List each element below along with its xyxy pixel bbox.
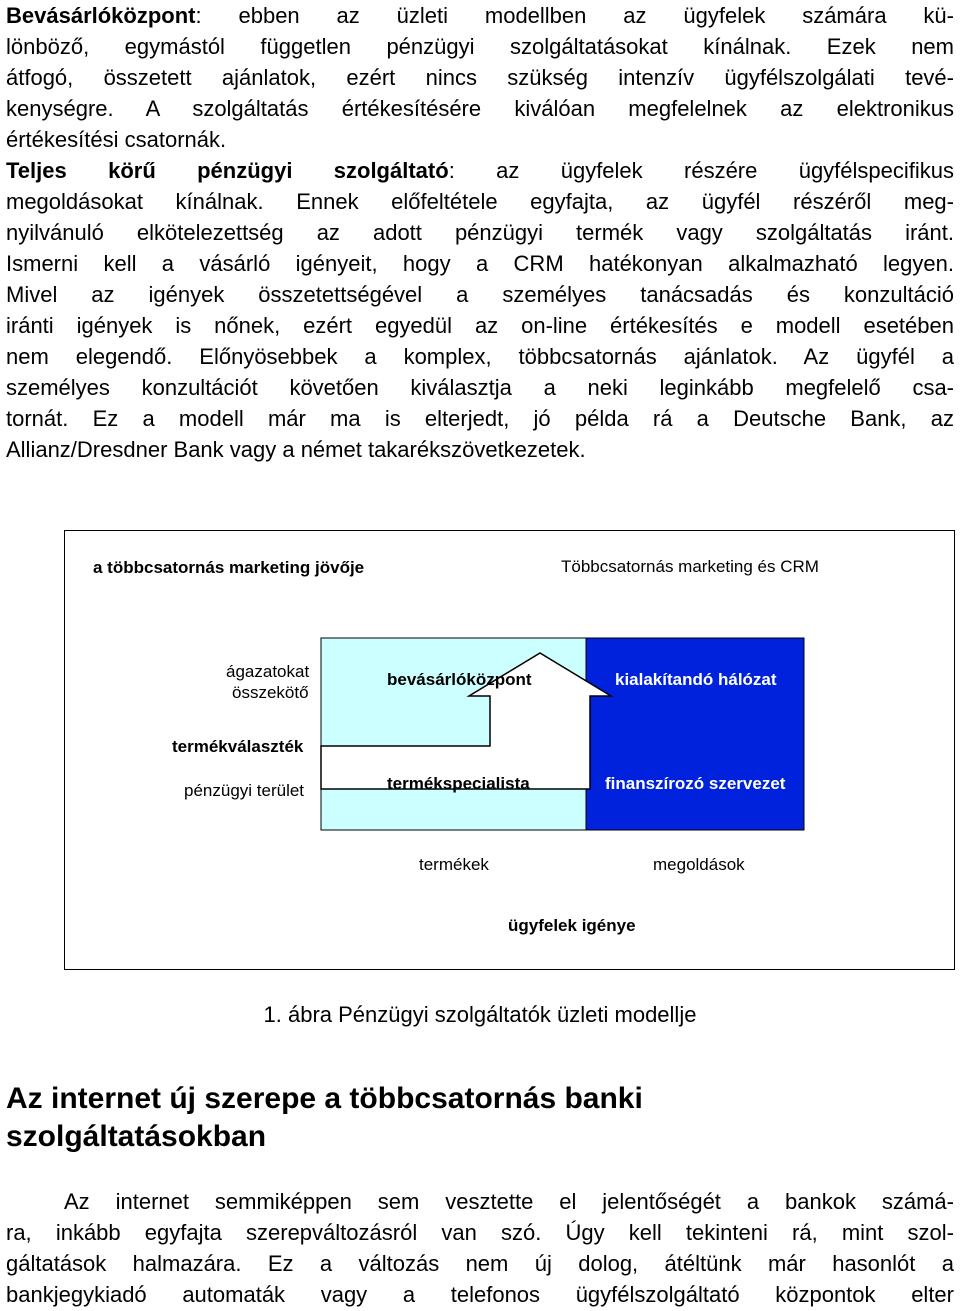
heading-line: szolgáltatásokban: [6, 1120, 267, 1153]
text-line: bankjegykiadó automaták vagy a telefonos ügyfélszolgáltató központok elter: [6, 1282, 954, 1307]
term-bevasarlokozpont: Bevásárlóközpont: [6, 3, 196, 28]
text-line: megoldásokat kínálnak. Ennek előfeltétele egyfajta, az ügyfél részéről meg-: [6, 189, 954, 214]
text-line: tornát. Ez a modell már ma is elterjedt, jó példa rá a Deutsche Bank, az: [6, 406, 954, 431]
text-line: : ebben az üzleti modellben az ügyfelek számára kü-: [195, 3, 954, 28]
text-line: Az internet semmiképpen sem vesztette el jelentőségét a bankok számá-: [64, 1189, 954, 1214]
axis-ugyfelek-igenye: ügyfelek igénye: [508, 916, 636, 935]
text-line: nyilvánuló elkötelezettség az adott pénzügyi termék vagy szolgáltatás iránt.: [6, 220, 954, 245]
text-line: átfogó, összetett ajánlatok, ezért nincs szükség intenzív ügyfélszolgálati tevé-: [6, 65, 954, 90]
text-line: lönböző, egymástól független pénzügyi szolgáltatásokat kínálnak. Ezek nem: [6, 34, 954, 59]
figure-title-left: a többcsatornás marketing jövője: [93, 558, 365, 577]
figure-title-right: Többcsatornás marketing és CRM: [561, 557, 819, 576]
paragraph-bevasarlokozpont: [6, 0, 954, 155]
text-line: iránti igények is nőnek, ezért egyedül az on-line értékesítés e modell esetében: [6, 313, 954, 338]
text-line: kenységre. A szolgáltatás értékesítésére kiválóan megfelelnek az elektronikus: [6, 96, 954, 121]
cell-kialakitando: kialakítandó hálózat: [615, 670, 777, 689]
text-line: : az ügyfelek részére ügyfélspecifikus: [448, 158, 955, 183]
section-heading: [6, 1080, 954, 1156]
business-model-figure: [64, 530, 955, 970]
text-line: Allianz/Dresdner Bank vagy a német takarékszövetkezetek.: [6, 437, 586, 462]
text-line: értékesítési csatornák.: [6, 127, 227, 152]
cell-termekspecialista: termékspecialista: [387, 774, 530, 793]
text-line: gáltatások halmazára. Ez a változás nem új dolog, átéltünk már hasonlót a: [6, 1251, 954, 1276]
heading-line: Az internet új szerepe a többcsatornás banki: [6, 1082, 643, 1115]
label-penzugyi-terulet: pénzügyi terület: [184, 781, 305, 800]
text-line: Ismerni kell a vásárló igényeit, hogy a CRM hatékonyan alkalmazható legyen.: [6, 251, 954, 276]
text-line: személyes konzultációt követően kiválasztja a neki leginkább megfelelő csa-: [6, 375, 954, 400]
figure-caption: 1. ábra Pénzügyi szolgáltatók üzleti modellje: [263, 1002, 697, 1027]
axis-termekek: termékek: [419, 855, 489, 874]
label-termekvalasztek: termékválaszték: [172, 737, 304, 756]
paragraph-internet: [6, 1186, 954, 1310]
term-teljes-koru: Teljes körű pénzügyi szolgáltató: [6, 158, 449, 183]
cell-finanszirozo: finanszírozó szervezet: [605, 774, 786, 793]
axis-megoldasok: megoldások: [653, 855, 745, 874]
cell-bevasarlokozpont: bevásárlóközpont: [387, 670, 532, 689]
blue-block: [586, 638, 804, 830]
text-line: ra, inkább egyfajta szerepváltozásról van szó. Úgy kell tekinteni rá, mint szol-: [6, 1220, 954, 1245]
paragraph-teljes-koru: [6, 155, 954, 465]
label-osszekoto: összekötő: [232, 683, 309, 702]
label-agazatokat: ágazatokat: [226, 662, 310, 681]
text-line: nem elegendő. Előnyösebbek a komplex, többcsatornás ajánlatok. Az ügyfél a: [6, 344, 954, 369]
text-line: Mivel az igények összetettségével a személyes tanácsadás és konzultáció: [6, 282, 954, 307]
